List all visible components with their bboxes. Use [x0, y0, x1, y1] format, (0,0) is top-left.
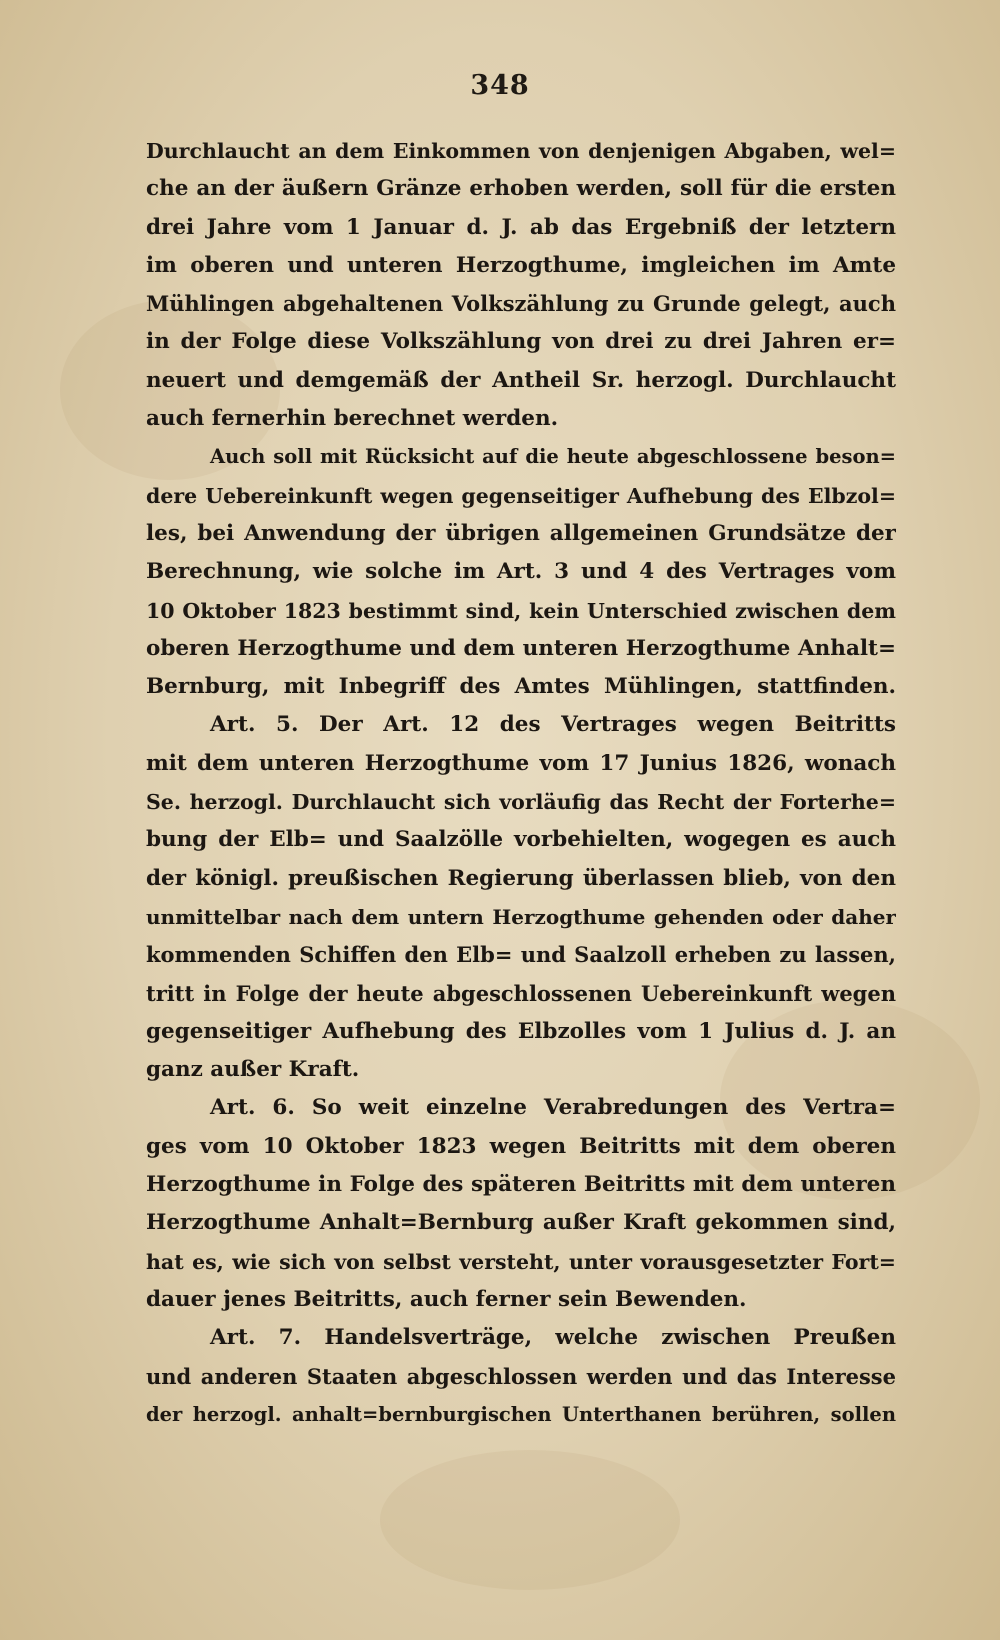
text-line: im oberen und unteren Herzogthume, imgleichen im Amte — [146, 252, 896, 278]
text-line: auch fernerhin berechnet werden. — [146, 406, 559, 432]
text-line: Art. 5. Der Art. 12 des Vertrages wegen Beitritts — [210, 712, 896, 738]
text-line: che an der äußern Gränze erhoben werden, soll für die ersten — [146, 176, 896, 202]
text-line: kommenden Schiffen den Elb= und Saalzoll erheben zu lassen, — [146, 942, 896, 968]
text-line: Berechnung, wie solche im Art. 3 und 4 des Vertrages vom — [146, 559, 896, 585]
text-line: drei Jahre vom 1 Januar d. J. ab das Ergebniß der letztern — [146, 214, 896, 240]
text-line: ganz außer Kraft. — [146, 1057, 360, 1083]
text-line: der königl. preußischen Regierung überlassen blieb, von den — [146, 865, 896, 891]
text-line: Bernburg, mit Inbegriff des Amtes Mühlingen, stattfinden. — [146, 674, 896, 700]
text-line: Art. 7. Handelsverträge, welche zwischen Preußen — [210, 1325, 896, 1351]
text-line: Durchlaucht an dem Einkommen von denjenigen Abgaben, wel= — [146, 139, 896, 163]
page-number: 348 — [470, 70, 530, 101]
text-line: gegenseitiger Aufhebung des Elbzolles vom 1 Julius d. J. an — [146, 1018, 896, 1044]
text-line: dere Uebereinkunft wegen gegenseitiger Aufhebung des Elbzol= — [146, 483, 896, 508]
text-line: 10 Oktober 1823 bestimmt sind, kein Unterschied zwischen dem — [146, 598, 896, 623]
text-line: tritt in Folge der heute abgeschlossenen Uebereinkunft wegen — [146, 980, 896, 1006]
text-line: mit dem unteren Herzogthume vom 17 Junius 1826, wonach — [146, 750, 896, 776]
text-line: oberen Herzogthume und dem unteren Herzogthume Anhalt= — [146, 635, 896, 661]
text-line: in der Folge diese Volkszählung von drei zu drei Jahren er= — [146, 329, 896, 355]
text-line: unmittelbar nach dem untern Herzogthume gehenden oder daher — [146, 904, 896, 929]
text-line: Mühlingen abgehaltenen Volkszählung zu Grunde gelegt, auch — [146, 291, 896, 317]
text-line: Art. 6. So weit einzelne Verabredungen des Vertra= — [210, 1095, 896, 1121]
text-line: Se. herzogl. Durchlaucht sich vorläufig das Recht der Forterhe= — [146, 790, 896, 815]
text-line: neuert und demgemäß der Antheil Sr. herzogl. Durchlaucht — [146, 367, 896, 393]
text-line: ges vom 10 Oktober 1823 wegen Beitritts mit dem oberen — [146, 1133, 896, 1159]
text-line: bung der Elb= und Saalzölle vorbehielten, wogegen es auch — [146, 827, 896, 853]
text-line: der herzogl. anhalt=bernburgischen Unterthanen berühren, sollen — [146, 1402, 896, 1426]
paper-stain — [380, 1450, 680, 1590]
text-line: Auch soll mit Rücksicht auf die heute abgeschlossene beson= — [210, 445, 896, 469]
body-text — [146, 132, 896, 1434]
text-line: les, bei Anwendung der übrigen allgemeinen Grundsätze der — [146, 520, 896, 546]
text-line: und anderen Staaten abgeschlossen werden und das Interesse — [146, 1363, 896, 1389]
text-line: dauer jenes Beitritts, auch ferner sein Bewenden. — [146, 1286, 747, 1312]
text-line: hat es, wie sich von selbst versteht, unter vorausgesetzter Fort= — [146, 1249, 896, 1274]
text-line: Herzogthume Anhalt=Bernburg außer Kraft gekommen sind, — [146, 1210, 896, 1236]
text-line: Herzogthume in Folge des späteren Beitritts mit dem unteren — [146, 1172, 896, 1198]
